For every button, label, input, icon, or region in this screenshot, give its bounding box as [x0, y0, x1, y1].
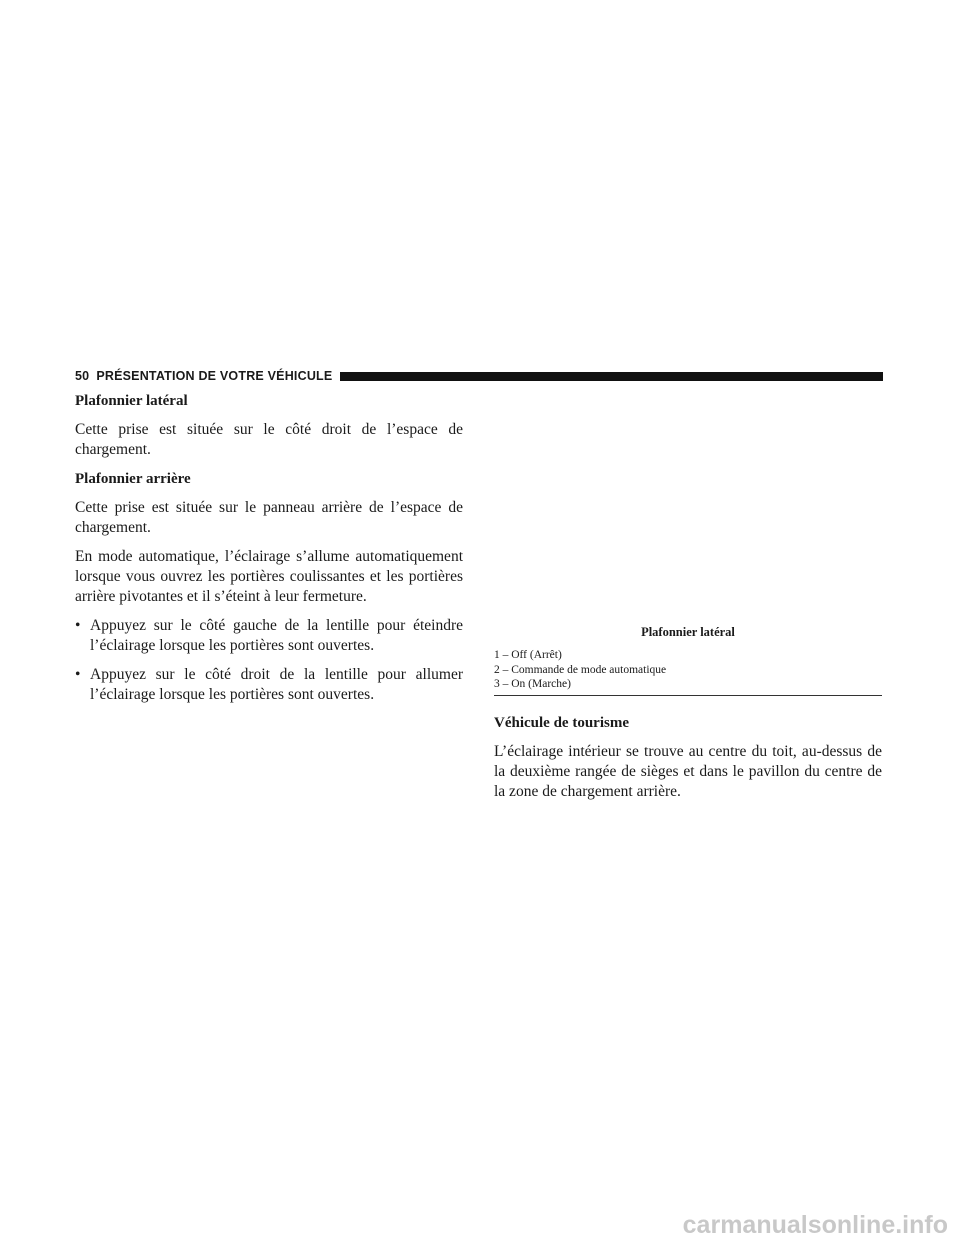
- list-item-text: Appuyez sur le côté gauche de la lentille pour éteindre l’éclairage lorsque les portières sont ouvertes.: [90, 617, 463, 654]
- figure-caption-title: Plafonnier latéral: [641, 625, 735, 639]
- right-column: [494, 624, 882, 811]
- paragraph-mode-automatique: En mode automatique, l’éclairage s’allume automatiquement lorsque vous ouvrez les portières coulissantes et les portières arrière pivotantes et il s’éteint à leur fermeture.: [75, 548, 463, 605]
- header-rule-bar: [340, 372, 883, 381]
- paragraph-lateral: Cette prise est située sur le côté droit de l’espace de chargement.: [75, 421, 463, 458]
- heading-vehicule-tourisme: Véhicule de tourisme: [494, 714, 629, 731]
- figure-legend: [494, 648, 882, 692]
- legend-item: 1 – Off (Arrêt): [494, 649, 562, 661]
- bullet-icon: •: [75, 617, 81, 634]
- paragraph-vehicule-tourisme: L’éclairage intérieur se trouve au centre du toit, au-dessus de la deuxième rangée de sièges et dans le pavillon du centre de la zone de chargement arrière.: [494, 742, 882, 800]
- legend-item: 2 – Commande de mode automatique: [494, 663, 667, 676]
- instruction-list: [75, 616, 463, 705]
- list-item: [75, 616, 463, 656]
- svg-text:carmanualsonline.info: carmanualsonline.info: [682, 1211, 948, 1239]
- page-number: 50: [75, 369, 90, 383]
- paragraph-arriere: Cette prise est située sur le panneau arrière de l’espace de chargement.: [75, 499, 463, 536]
- left-column: [75, 391, 463, 714]
- list-item-text: Appuyez sur le côté droit de la lentille pour allumer l’éclairage lorsque les portières sont ouvertes.: [90, 666, 463, 703]
- section-title: PRÉSENTATION DE VOTRE VÉHICULE: [96, 369, 333, 383]
- bullet-icon: •: [75, 666, 81, 683]
- heading-plafonnier-arriere: Plafonnier arrière: [75, 471, 191, 487]
- caption-divider: [494, 695, 882, 696]
- legend-item: 3 – On (Marche): [494, 678, 571, 690]
- heading-plafonnier-lateral: Plafonnier latéral: [75, 393, 188, 409]
- watermark-logo: [0, 1202, 960, 1242]
- list-item: [75, 665, 463, 705]
- page-header: [75, 367, 883, 385]
